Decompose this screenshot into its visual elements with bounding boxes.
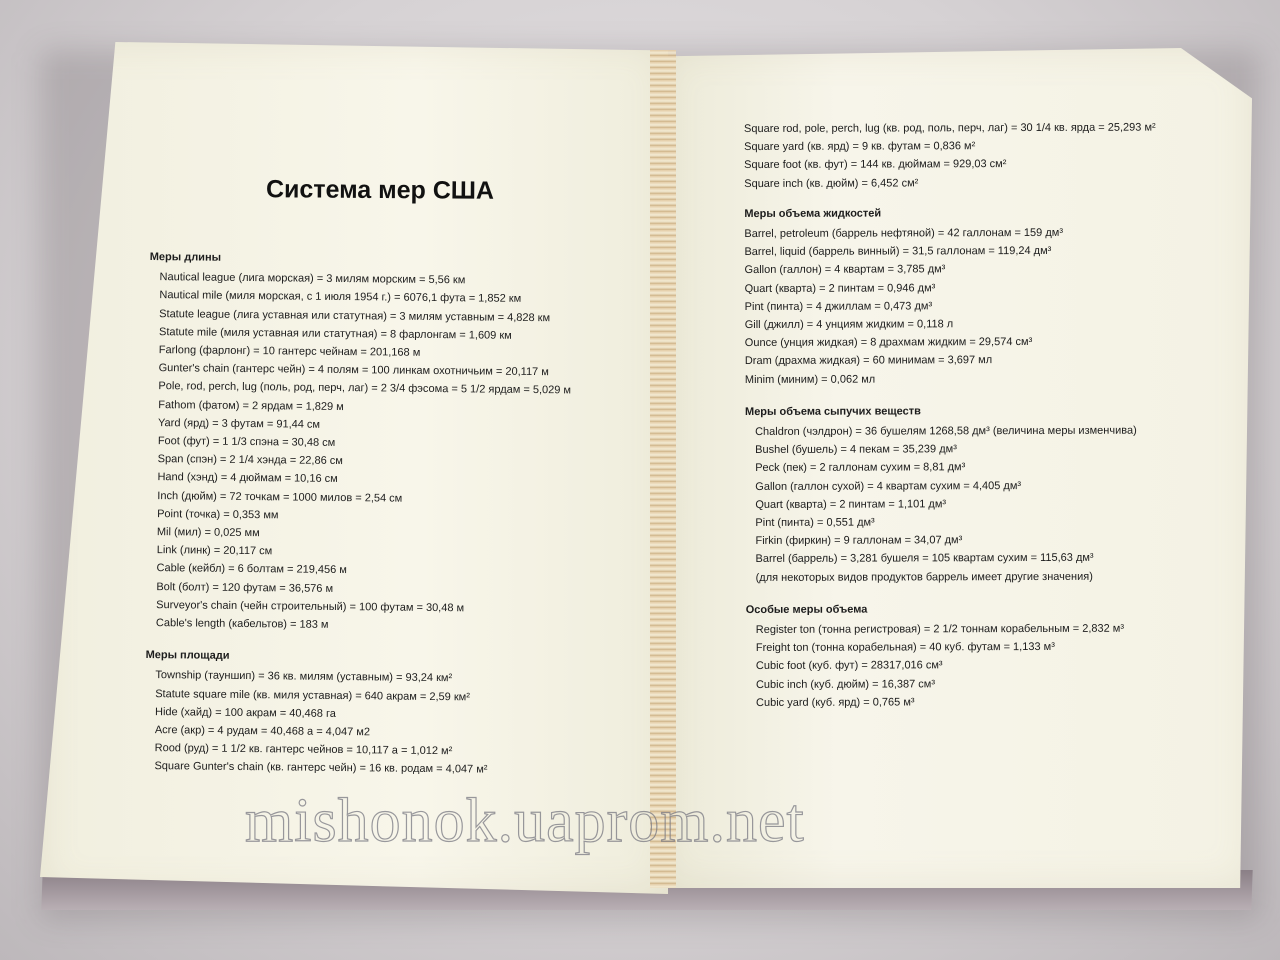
list-item: Quart (кварта) = 2 пинтам = 1,101 дм³: [755, 498, 947, 511]
list-item: Bolt (болт) = 120 футам = 36,576 м: [156, 580, 334, 595]
list-item: Cubic foot (куб. фут) = 28317,016 см³: [755, 659, 943, 673]
list-item: Statute square mile (кв. миля уставная) = 640 акрам = 2,59 км²: [155, 687, 470, 704]
list-item: Firkin (фиркин) = 9 галлонам = 34,07 дм³: [755, 534, 963, 548]
list-item: Rood (руд) = 1 1/2 кв. гантерс чейнов = 10,117 а = 1,012 м²: [154, 742, 453, 758]
list-item: Mil (мил) = 0,025 мм: [156, 526, 260, 540]
list-item: Point (точка) = 0,353 мм: [157, 507, 279, 522]
list-item: Farlong (фарлонг) = 10 гантерс чейнам = 201,168 м: [158, 344, 421, 359]
list-item: Gill (джилл) = 4 унциям жидким = 0,118 л: [744, 318, 954, 332]
list-item: Foot (фут) = 1 1/3 спэна = 30,48 см: [157, 435, 336, 449]
list-item: Register ton (тонна регистровая) = 2 1/2 тоннам корабельным = 2,832 м³: [755, 622, 1125, 637]
list-item: Quart (кварта) = 2 пинтам = 0,946 дм³: [744, 281, 936, 295]
list-item: Dram (драхма жидкая) = 60 минимам = 3,697 мл: [744, 354, 993, 368]
list-item: Barrel (баррель) = 3,281 бушеля = 105 квартам сухим = 115,63 дм³: [755, 552, 1094, 566]
list-item: Square rod, pole, perch, lug (кв. род, поль, перч, лаг) = 30 1/4 кв. ярда = 25,293 м²: [744, 121, 1156, 135]
list-item: Peck (пек) = 2 галлонам сухим = 8,81 дм³: [755, 461, 966, 475]
list-item: Freight ton (тонна корабельная) = 40 куб. футам = 1,133 м³: [755, 641, 1055, 655]
list-item: Inch (дюйм) = 72 точкам = 1000 милов = 2,54 см: [157, 489, 403, 505]
list-item: Barrel, liquid (баррель винный) = 31,5 галлонам = 119,24 дм³: [744, 245, 1052, 259]
page-title: Система мер США: [265, 175, 495, 205]
list-item: Yard (ярд) = 3 футам = 91,44 см: [158, 416, 321, 431]
list-item: Cubic inch (куб. дюйм) = 16,387 см³: [755, 678, 936, 691]
list-item: Hand (хэнд) = 4 дюймам = 10,16 см: [157, 471, 338, 486]
list-item: Link (линк) = 20,117 см: [156, 544, 273, 558]
section-heading-length: Меры длины: [149, 250, 222, 264]
list-item: Statute mile (миля уставная или статутная) = 8 фарлонгам = 1,609 км: [158, 325, 512, 342]
list-item: Square Gunter's chain (кв. гантерс чейн) = 16 кв. родам = 4,047 м²: [154, 760, 488, 777]
list-item: Cubic yard (куб. ярд) = 0,765 м³: [756, 696, 915, 709]
list-item: Minim (миним) = 0,062 мл: [744, 373, 876, 386]
section-heading-dry: Меры объема сыпучих веществ: [744, 405, 921, 418]
list-item: Nautical league (лига морская) = 3 милям морским = 5,56 км: [159, 271, 466, 287]
list-item: Cable (кейбл) = 6 болтам = 219,456 м: [156, 562, 347, 577]
list-item: Ounce (унция жидкая) = 8 драхмам жидким = 29,574 см³: [744, 336, 1033, 350]
list-item: Township (тауншип) = 36 кв. милям (уставным) = 93,24 км²: [155, 669, 453, 685]
list-item: Fathom (фатом) = 2 ярдам = 1,829 м: [158, 398, 344, 413]
list-item: Square foot (кв. фут) = 144 кв. дюймам = 929,03 см²: [744, 158, 1007, 172]
section-heading-liquid: Меры объема жидкостей: [744, 207, 882, 220]
list-item: Surveyor's chain (чейн строительный) = 100 футам = 30,48 м: [156, 598, 465, 615]
left-page-text: [144, 238, 572, 780]
list-item: Hide (хайд) = 100 акрам = 40,468 га: [154, 705, 336, 720]
list-item: Square yard (кв. ярд) = 9 кв. футам = 0,836 м²: [744, 140, 976, 154]
section-heading-special: Особые меры объема: [745, 603, 868, 616]
list-item: Pint (пинта) = 0,551 дм³: [755, 516, 875, 530]
list-item: Cable's length (кабельтов) = 183 м: [155, 617, 329, 631]
list-item: Gallon (галлон сухой) = 4 квартам сухим = 4,405 дм³: [755, 479, 1022, 493]
section-heading-area: Меры площади: [145, 649, 230, 663]
list-item: Pint (пинта) = 4 джиллам = 0,473 дм³: [744, 300, 933, 313]
list-item: Square inch (кв. дюйм) = 6,452 см²: [744, 177, 919, 190]
list-item: Span (спэн) = 2 1/4 хэнда = 22,86 см: [157, 453, 343, 468]
list-item: Statute league (лига уставная или статутная) = 3 милям уставным = 4,828 км: [159, 307, 551, 324]
list-item: Barrel, petroleum (баррель нефтяной) = 42 галлонам = 159 дм³: [744, 226, 1064, 241]
watermark: mishonok.uaprom.net: [245, 787, 805, 855]
list-item: Pole, rod, perch, lug (поль, род, перч, лаг) = 2 3/4 фэсома = 5 1/2 ярдам = 5,029 м: [158, 380, 572, 397]
list-item: Gunter's chain (гантерс чейн) = 4 полям = 100 линкам охотничьим = 20,117 м: [158, 362, 549, 379]
list-item: (для некоторых видов продуктов баррель имеет другие значения): [755, 570, 1093, 584]
list-item: Gallon (галлон) = 4 квартам = 3,785 дм³: [744, 263, 946, 277]
right-page-text: [744, 119, 1158, 713]
list-item: Nautical mile (миля морская, с 1 июля 1954 г.) = 6076,1 фута = 1,852 км: [159, 289, 522, 306]
book-spine-stitching: [650, 50, 676, 888]
list-item: Chaldron (чэлдрон) = 36 бушелям 1268,58 дм³ (величина меры изменчива): [755, 424, 1137, 439]
list-item: Acre (акр) = 4 рудам = 40,468 а = 4,047 м2: [154, 724, 371, 739]
list-item: Bushel (бушель) = 4 пекам = 35,239 дм³: [755, 443, 957, 457]
